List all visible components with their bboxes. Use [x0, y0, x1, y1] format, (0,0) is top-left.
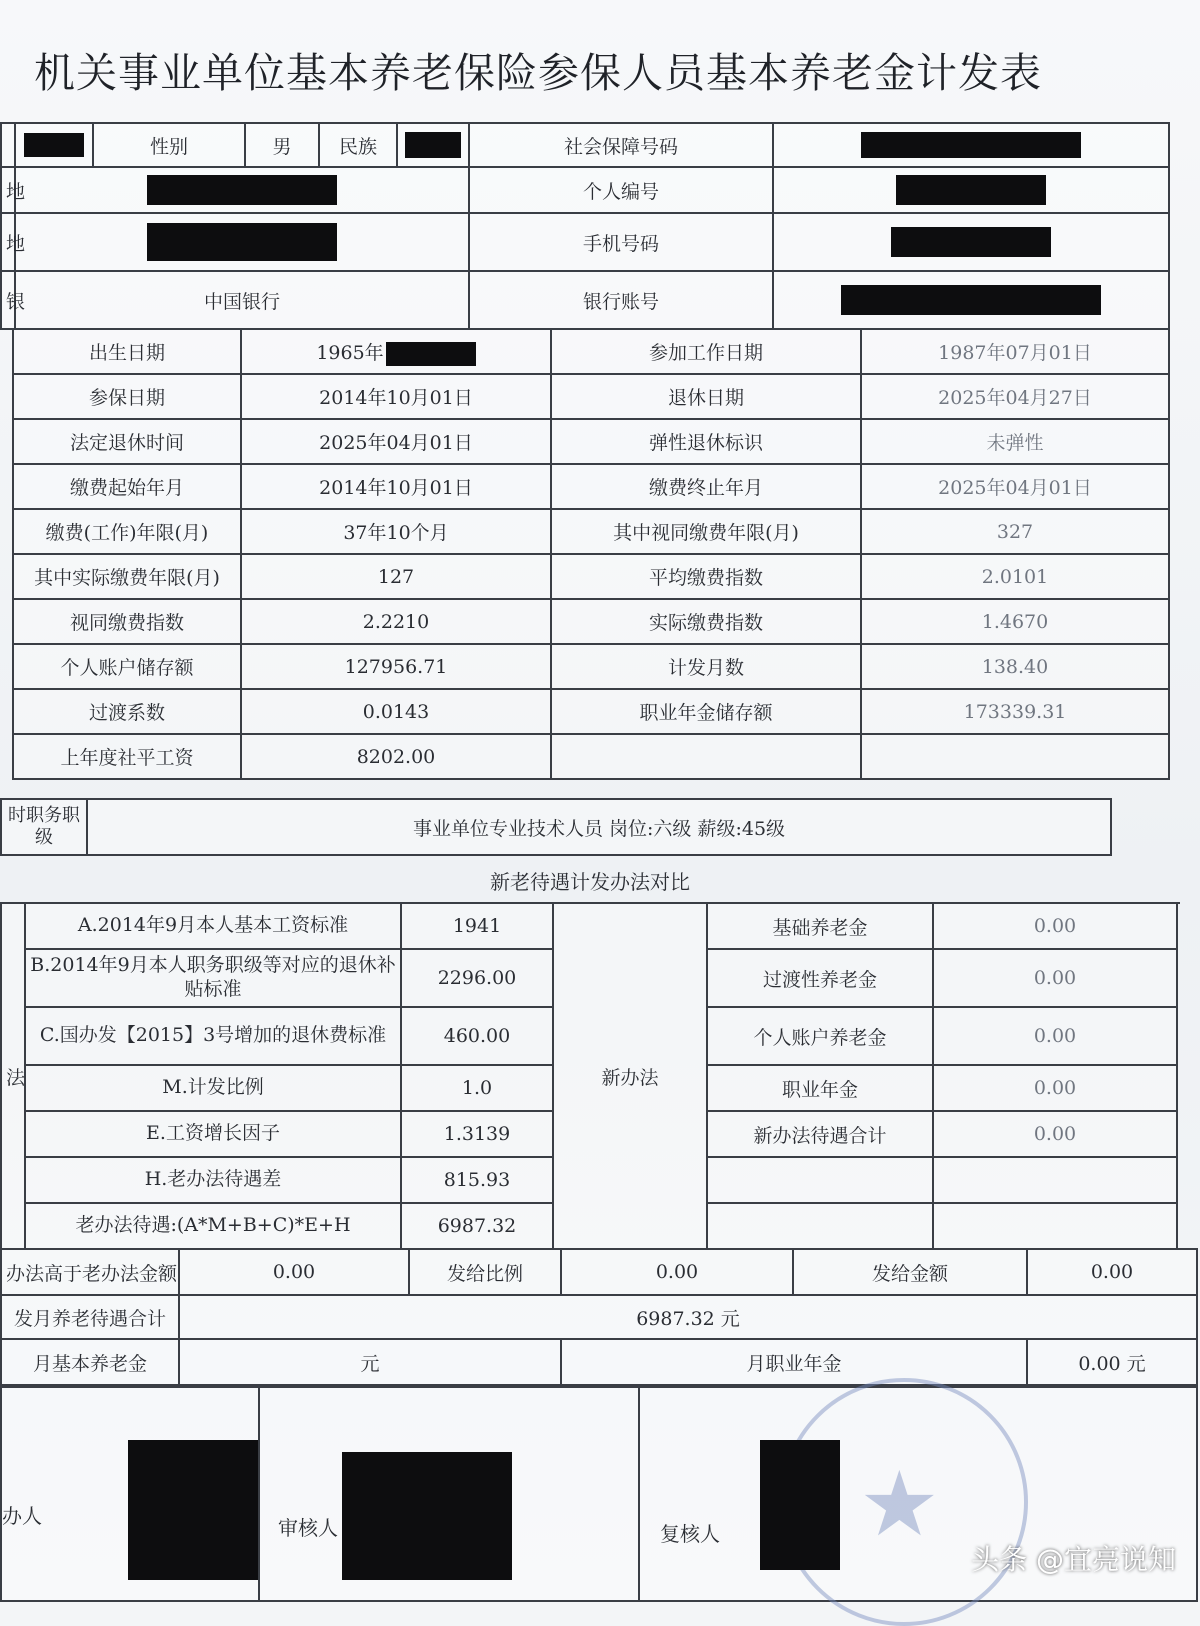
grid-value-cell: 1.4670 [861, 599, 1169, 644]
higher-label: 办法高于老办法金额 [1, 1249, 179, 1295]
grid-label-cell: 职业年金储存额 [551, 689, 861, 734]
ssn-label: 社会保障号码 [469, 123, 773, 167]
pension-detail-table [12, 328, 1170, 780]
position-label: 时职务职级 [1, 799, 87, 855]
row-edge-label: 地 [1, 167, 15, 213]
amount-label: 发给金额 [793, 1249, 1027, 1295]
grid-row [13, 419, 1169, 464]
grid-value-cell [861, 734, 1169, 779]
reviewer-redaction [342, 1452, 512, 1580]
new-method-item-label: 基础养老金 [707, 903, 933, 949]
grid-value-cell: 2025年04月01日 [241, 419, 551, 464]
grid-label-cell: 弹性退休标识 [551, 419, 861, 464]
grid-label-cell: 过渡系数 [13, 689, 241, 734]
grid-label-cell: 计发月数 [551, 644, 861, 689]
watermark: 头条 @宜亮说知 [971, 1543, 1176, 1576]
grid-label-cell: 平均缴费指数 [551, 554, 861, 599]
phone-label: 手机号码 [469, 213, 773, 271]
document-title: 机关事业单位基本养老保险参保人员基本养老金计发表 [34, 49, 1042, 97]
position-table [0, 798, 1112, 856]
grid-value-cell: 2025年04月27日 [861, 374, 1169, 419]
redaction-block [24, 133, 84, 157]
old-method-item-value: 2296.00 [401, 949, 553, 1007]
old-method-item-label: A.2014年9月本人基本工资标准 [25, 903, 401, 949]
rechecker-redaction [760, 1440, 840, 1570]
new-method-item-label [707, 1157, 933, 1203]
edge-cell [1, 123, 15, 167]
grid-label-cell: 视同缴费指数 [13, 599, 241, 644]
name-cell [15, 123, 93, 167]
grid-value-cell: 37年10个月 [241, 509, 551, 554]
grid-label-cell: 实际缴费指数 [551, 599, 861, 644]
old-method-item-label: M.计发比例 [25, 1065, 401, 1111]
old-method-item-label: B.2014年9月本人职务职级等对应的退休补贴标准 [25, 949, 401, 1007]
annuity-label: 月职业年金 [561, 1339, 1027, 1385]
redaction-block [147, 175, 337, 205]
old-method-item-value: 1941 [401, 903, 553, 949]
grid-row [13, 464, 1169, 509]
grid-row [13, 689, 1169, 734]
basic-value: 元 [179, 1339, 561, 1385]
row-edge-label: 地 [1, 213, 15, 271]
ratio-label: 发给比例 [409, 1249, 561, 1295]
grid-value-cell: 2.2210 [241, 599, 551, 644]
grid-label-cell: 出生日期 [13, 329, 241, 374]
old-method-item-value: 1.3139 [401, 1111, 553, 1157]
ratio-value: 0.00 [561, 1249, 793, 1295]
total-label: 发月养老待遇合计 [1, 1295, 179, 1339]
annuity-value: 0.00 元 [1027, 1339, 1197, 1385]
grid-row [13, 734, 1169, 779]
grid-value-cell: 138.40 [861, 644, 1169, 689]
grid-label-cell: 其中实际缴费年限(月) [13, 554, 241, 599]
old-method-item-label: E.工资增长因子 [25, 1111, 401, 1157]
gender-value: 男 [245, 123, 319, 167]
grid-value-cell: 0.0143 [241, 689, 551, 734]
ssn-value [773, 123, 1169, 167]
grid-label-cell: 个人账户储存额 [13, 644, 241, 689]
higher-value: 0.00 [179, 1249, 409, 1295]
grid-value-cell: 1965年 [241, 329, 551, 374]
new-method-item-value [933, 1157, 1177, 1203]
grid-row [13, 554, 1169, 599]
personal-no-label: 个人编号 [469, 167, 773, 213]
personal-no-value [773, 167, 1169, 213]
redaction-block [386, 342, 476, 366]
bank-account-value [773, 271, 1169, 329]
gender-label: 性别 [93, 123, 245, 167]
grid-value-cell: 1987年07月01日 [861, 329, 1169, 374]
new-method-item-label: 新办法待遇合计 [707, 1111, 933, 1157]
address-cell [15, 167, 469, 213]
grid-value-cell: 127956.71 [241, 644, 551, 689]
old-method-side-label: 法 [1, 903, 25, 1249]
old-method-item-value: 1.0 [401, 1065, 553, 1111]
grid-label-cell: 退休日期 [551, 374, 861, 419]
grid-row [13, 329, 1169, 374]
ethnicity-value [397, 123, 469, 167]
grid-value-cell: 327 [861, 509, 1169, 554]
grid-label-cell: 参保日期 [13, 374, 241, 419]
grid-value-cell: 2014年10月01日 [241, 374, 551, 419]
grid-label-cell: 上年度社平工资 [13, 734, 241, 779]
redaction-block [891, 227, 1051, 257]
new-method-item-value: 0.00 [933, 1007, 1177, 1065]
grid-label-cell: 参加工作日期 [551, 329, 861, 374]
grid-value-cell: 2.0101 [861, 554, 1169, 599]
ethnicity-label: 民族 [319, 123, 397, 167]
method-row [1, 903, 1177, 949]
total-value: 6987.32 元 [179, 1295, 1197, 1339]
rechecker-label: 复核人 [660, 1522, 720, 1546]
old-method-item-value: 460.00 [401, 1007, 553, 1065]
new-method-label: 新办法 [553, 903, 707, 1249]
compare-header: 新老待遇计发办法对比 [0, 862, 1180, 904]
new-method-item-value: 0.00 [933, 949, 1177, 1007]
old-method-item-label: 老办法待遇:(A*M+B+C)*E+H [25, 1203, 401, 1249]
star-icon: ★ [859, 1452, 940, 1557]
summary-table [0, 1248, 1198, 1386]
new-method-item-value: 0.00 [933, 903, 1177, 949]
basic-label: 月基本养老金 [1, 1339, 179, 1385]
redaction-block [896, 175, 1046, 205]
grid-row [13, 374, 1169, 419]
redaction-block [405, 132, 461, 158]
grid-label-cell: 缴费终止年月 [551, 464, 861, 509]
grid-value-cell: 127 [241, 554, 551, 599]
grid-label-cell [551, 734, 861, 779]
grid-label-cell: 缴费(工作)年限(月) [13, 509, 241, 554]
grid-value-cell: 未弹性 [861, 419, 1169, 464]
new-method-item-label: 个人账户养老金 [707, 1007, 933, 1065]
grid-value-cell: 2025年04月01日 [861, 464, 1169, 509]
new-method-item-value: 0.00 [933, 1065, 1177, 1111]
old-method-item-value: 815.93 [401, 1157, 553, 1203]
new-method-item-value [933, 1203, 1177, 1249]
grid-value-cell: 173339.31 [861, 689, 1169, 734]
address-cell [15, 213, 469, 271]
grid-value-cell: 2014年10月01日 [241, 464, 551, 509]
reviewer-label: 审核人 [278, 1516, 338, 1540]
grid-label-cell: 其中视同缴费年限(月) [551, 509, 861, 554]
new-method-item-label: 职业年金 [707, 1065, 933, 1111]
handler-redaction [128, 1440, 258, 1580]
new-method-item-label: 过渡性养老金 [707, 949, 933, 1007]
redaction-block [861, 132, 1081, 158]
grid-row [13, 599, 1169, 644]
position-value: 事业单位专业技术人员 岗位:六级 薪级:45级 [87, 799, 1111, 855]
personal-info-table [0, 122, 1170, 330]
new-method-item-value: 0.00 [933, 1111, 1177, 1157]
grid-row [13, 644, 1169, 689]
grid-row [13, 509, 1169, 554]
bank-value: 中国银行 [15, 271, 469, 329]
grid-label-cell: 缴费起始年月 [13, 464, 241, 509]
row-edge-label: 银 [1, 271, 15, 329]
method-compare-table [0, 902, 1178, 1250]
old-method-item-label: H.老办法待遇差 [25, 1157, 401, 1203]
old-method-item-value: 6987.32 [401, 1203, 553, 1249]
amount-value: 0.00 [1027, 1249, 1197, 1295]
new-method-item-label [707, 1203, 933, 1249]
old-method-item-label: C.国办发【2015】3号增加的退休费标准 [25, 1007, 401, 1065]
redaction-block [841, 285, 1101, 315]
bank-account-label: 银行账号 [469, 271, 773, 329]
phone-value [773, 213, 1169, 271]
handler-label: 办人 [2, 1504, 42, 1528]
redaction-block [147, 223, 337, 261]
grid-label-cell: 法定退休时间 [13, 419, 241, 464]
grid-value-cell: 8202.00 [241, 734, 551, 779]
